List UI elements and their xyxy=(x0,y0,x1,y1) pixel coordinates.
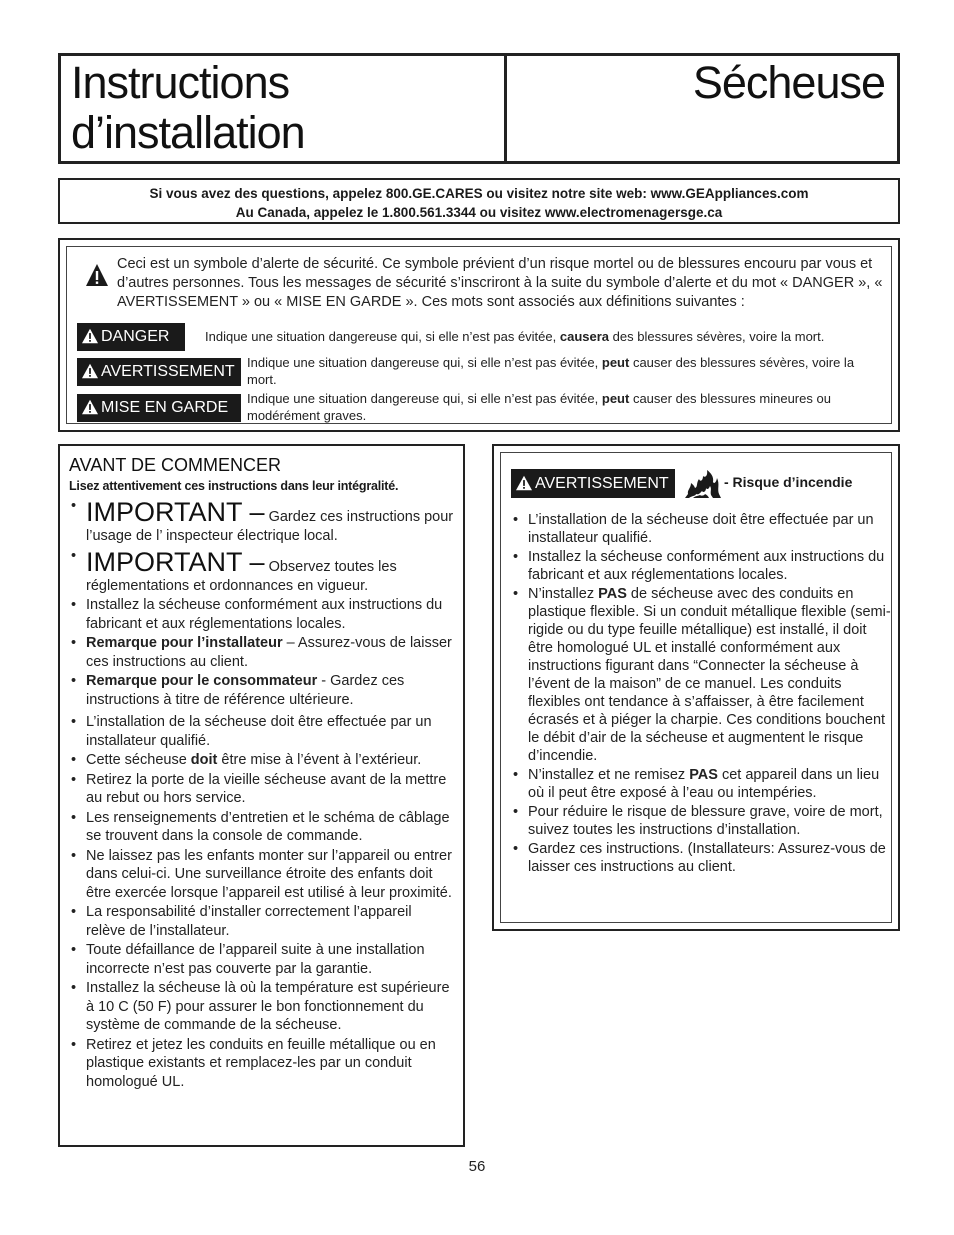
before-you-begin-section xyxy=(58,444,465,1147)
list-item-bold: doit xyxy=(190,752,218,768)
warning-desc xyxy=(247,354,887,388)
fire-warning-list xyxy=(511,511,891,876)
list-item: • L’installation de la sécheuse doit être effectuée par un installateur qualifié. xyxy=(511,511,891,547)
warning-label xyxy=(511,469,675,498)
list-item: • Ne laissez pas les enfants monter sur l’appareil ou entrer dans celui-ci. Une surveillance étroite des enfants doit être exercée lorsque l’appareil est utilisé à leur proximité. xyxy=(69,847,455,903)
fire-warning-header xyxy=(511,469,891,499)
fire-warning-inner xyxy=(500,452,892,923)
contact-us: Si vous avez des questions, appelez 800.GE.CARES ou visitez notre site web: www.GEAppliances.com xyxy=(149,186,809,201)
list-item: • Toute défaillance de l’appareil suite à une installation incorrecte n’est pas couverte par la garantie. xyxy=(69,941,455,978)
list-item xyxy=(69,547,455,596)
warning-desc-text-2: causer des blessures sévères, voire la mort. xyxy=(247,355,855,387)
list-item: • L’installation de la sécheuse doit être effectuée par un installateur qualifié. xyxy=(69,713,455,750)
danger-desc-bold: causera xyxy=(559,329,610,344)
section-heading: AVANT DE COMMENCER xyxy=(69,455,282,475)
warning-label xyxy=(77,358,241,386)
list-item-text: cet appareil dans un lieu où il peut être exposé à l’eau ou intempéries. xyxy=(528,767,880,801)
list-item: • Installez la sécheuse là où la température est supérieure à 10 C (50 F) pour assurer le bon fonctionnement du système de commande de la sécheuse. xyxy=(69,979,455,1035)
important-word: IMPORTANT – xyxy=(86,546,265,577)
caution-label xyxy=(77,394,241,422)
list-item: • Gardez ces instructions. (Installateurs: Assurez-vous de laisser ces instructions au client. xyxy=(511,840,891,876)
contact-canada: Au Canada, appelez le 1.800.561.3344 ou visitez www.electromenagersge.ca xyxy=(235,205,723,220)
warning-label-text: AVERTISSEMENT xyxy=(535,475,669,492)
section-subheading: Lisez attentivement ces instructions dans leur intégralité. xyxy=(69,479,399,493)
list-item xyxy=(69,634,455,671)
list-item xyxy=(69,751,455,770)
list-item xyxy=(69,672,455,709)
safety-box xyxy=(58,238,900,432)
list-item-bold: PAS xyxy=(689,767,718,783)
list-item-text: N’installez xyxy=(528,586,595,602)
warning-label-text: AVERTISSEMENT xyxy=(101,363,235,380)
alert-icon xyxy=(81,399,99,415)
alert-icon xyxy=(81,328,99,344)
list-item-text: Gardez ces instructions pour l’usage de l’ inspecteur électrique local. xyxy=(86,509,454,544)
danger-desc-text: Indique une situation dangereuse qui, si elle n’est pas évitée, xyxy=(205,329,557,344)
list-item xyxy=(69,497,455,546)
list-item-text: N’installez et ne remisez xyxy=(528,767,686,783)
fire-icon xyxy=(683,469,723,499)
list-item: • Retirez la porte de la vieille sécheuse avant de la mettre au rebut ou hors service. xyxy=(69,771,455,808)
alert-icon xyxy=(81,363,99,379)
list-item-text: - Gardez ces instructions à titre de référence ultérieure. xyxy=(86,673,405,708)
list-item-text: – Assurez-vous de laisser ces instructions au client. xyxy=(86,635,452,670)
danger-label-text: DANGER xyxy=(101,328,170,345)
page-title xyxy=(71,58,305,158)
list-item-bold: Remarque pour l’installateur xyxy=(86,635,283,651)
title-box xyxy=(58,53,900,164)
list-item: • Les renseignements d’entretien et le schéma de câblage se trouvent dans la console de commande. xyxy=(69,809,455,846)
list-item xyxy=(511,585,891,765)
list-item-text: de sécheuse avec des conduits en plastique flexible. Si un conduit métallique flexible (semi-rigide ou du type feuille métallique) est installé, il doit être homologué UL et installé conformément aux instructions figurant dans “Connecter la sécheuse à l’évent de la maison” de ce manuel. Les conduits flexibles ont tendance à s’affaisser, à être facilement écrasés et à piéger la charpie. Ces conditions bouchent le débit d’air de la sécheuse et augmentent le risque d’incendie. xyxy=(528,586,891,764)
list-item-text: Observez toutes les réglementations et ordonnances en vigueur. xyxy=(86,558,397,594)
title-line-2: d’installation xyxy=(71,107,305,158)
safety-inner-box xyxy=(66,246,892,424)
list-item: • Installez la sécheuse conformément aux instructions du fabricant et aux réglementations locales. xyxy=(511,548,891,584)
fire-hazard-text: - Risque d’incendie xyxy=(724,474,853,490)
danger-desc-text-2: des blessures sévères, voire la mort. xyxy=(612,329,825,344)
list-item xyxy=(511,766,891,802)
contact-box xyxy=(58,178,900,224)
caution-desc-bold: peut xyxy=(601,391,630,406)
page-number: 56 xyxy=(468,1158,486,1175)
danger-label xyxy=(77,323,185,351)
title-divider xyxy=(504,56,507,161)
safety-alert-icon xyxy=(85,263,109,287)
alert-icon xyxy=(515,475,533,491)
caution-desc xyxy=(247,390,887,424)
list-item-bold: PAS xyxy=(598,586,627,602)
list-item: • Installez la sécheuse conformément aux instructions du fabricant et aux réglementations locales. xyxy=(69,596,455,633)
list-item: • Pour réduire le risque de blessure grave, voire de mort, suivez toutes les instructions d’installation. xyxy=(511,803,891,839)
list-item: • La responsabilité d’installer correctement l’appareil relève de l’installateur. xyxy=(69,903,455,940)
danger-desc xyxy=(205,328,895,345)
caution-desc-text: Indique une situation dangereuse qui, si elle n’est pas évitée, xyxy=(247,391,599,406)
list-item-text: être mise à l’évent à l’extérieur. xyxy=(221,752,422,768)
list-item: • Retirez et jetez les conduits en feuille métallique ou en plastique existants et remplacez-les par un conduit homologué UL. xyxy=(69,1036,455,1092)
title-line-1: Instructions xyxy=(71,57,290,108)
safety-intro: Ceci est un symbole d’alerte de sécurité. Ce symbole prévient d’un risque mortel ou de blessures encouru par vous et d’autres personnes. Tous les messages de sécurité s’inscriront à la suite du symbole d’alerte et du mot « DANGER », « AVERTISSEMENT » ou « MISE EN GARDE ». Ces mots sont associés aux définitions suivantes : xyxy=(117,256,883,310)
list-item-bold: Remarque pour le consommateur xyxy=(86,673,318,689)
fire-warning-box xyxy=(492,444,900,931)
caution-label-text: MISE EN GARDE xyxy=(101,399,229,416)
warning-desc-text: Indique une situation dangereuse qui, si elle n’est pas évitée, xyxy=(247,355,599,370)
product-title: Sécheuse xyxy=(692,57,885,108)
list-item-text: Cette sécheuse xyxy=(86,752,187,768)
warning-desc-bold: peut xyxy=(601,355,630,370)
caution-desc-text-2: causer des blessures mineures ou modérément graves. xyxy=(247,391,831,423)
important-word: IMPORTANT – xyxy=(86,497,265,527)
before-list xyxy=(69,497,455,1091)
